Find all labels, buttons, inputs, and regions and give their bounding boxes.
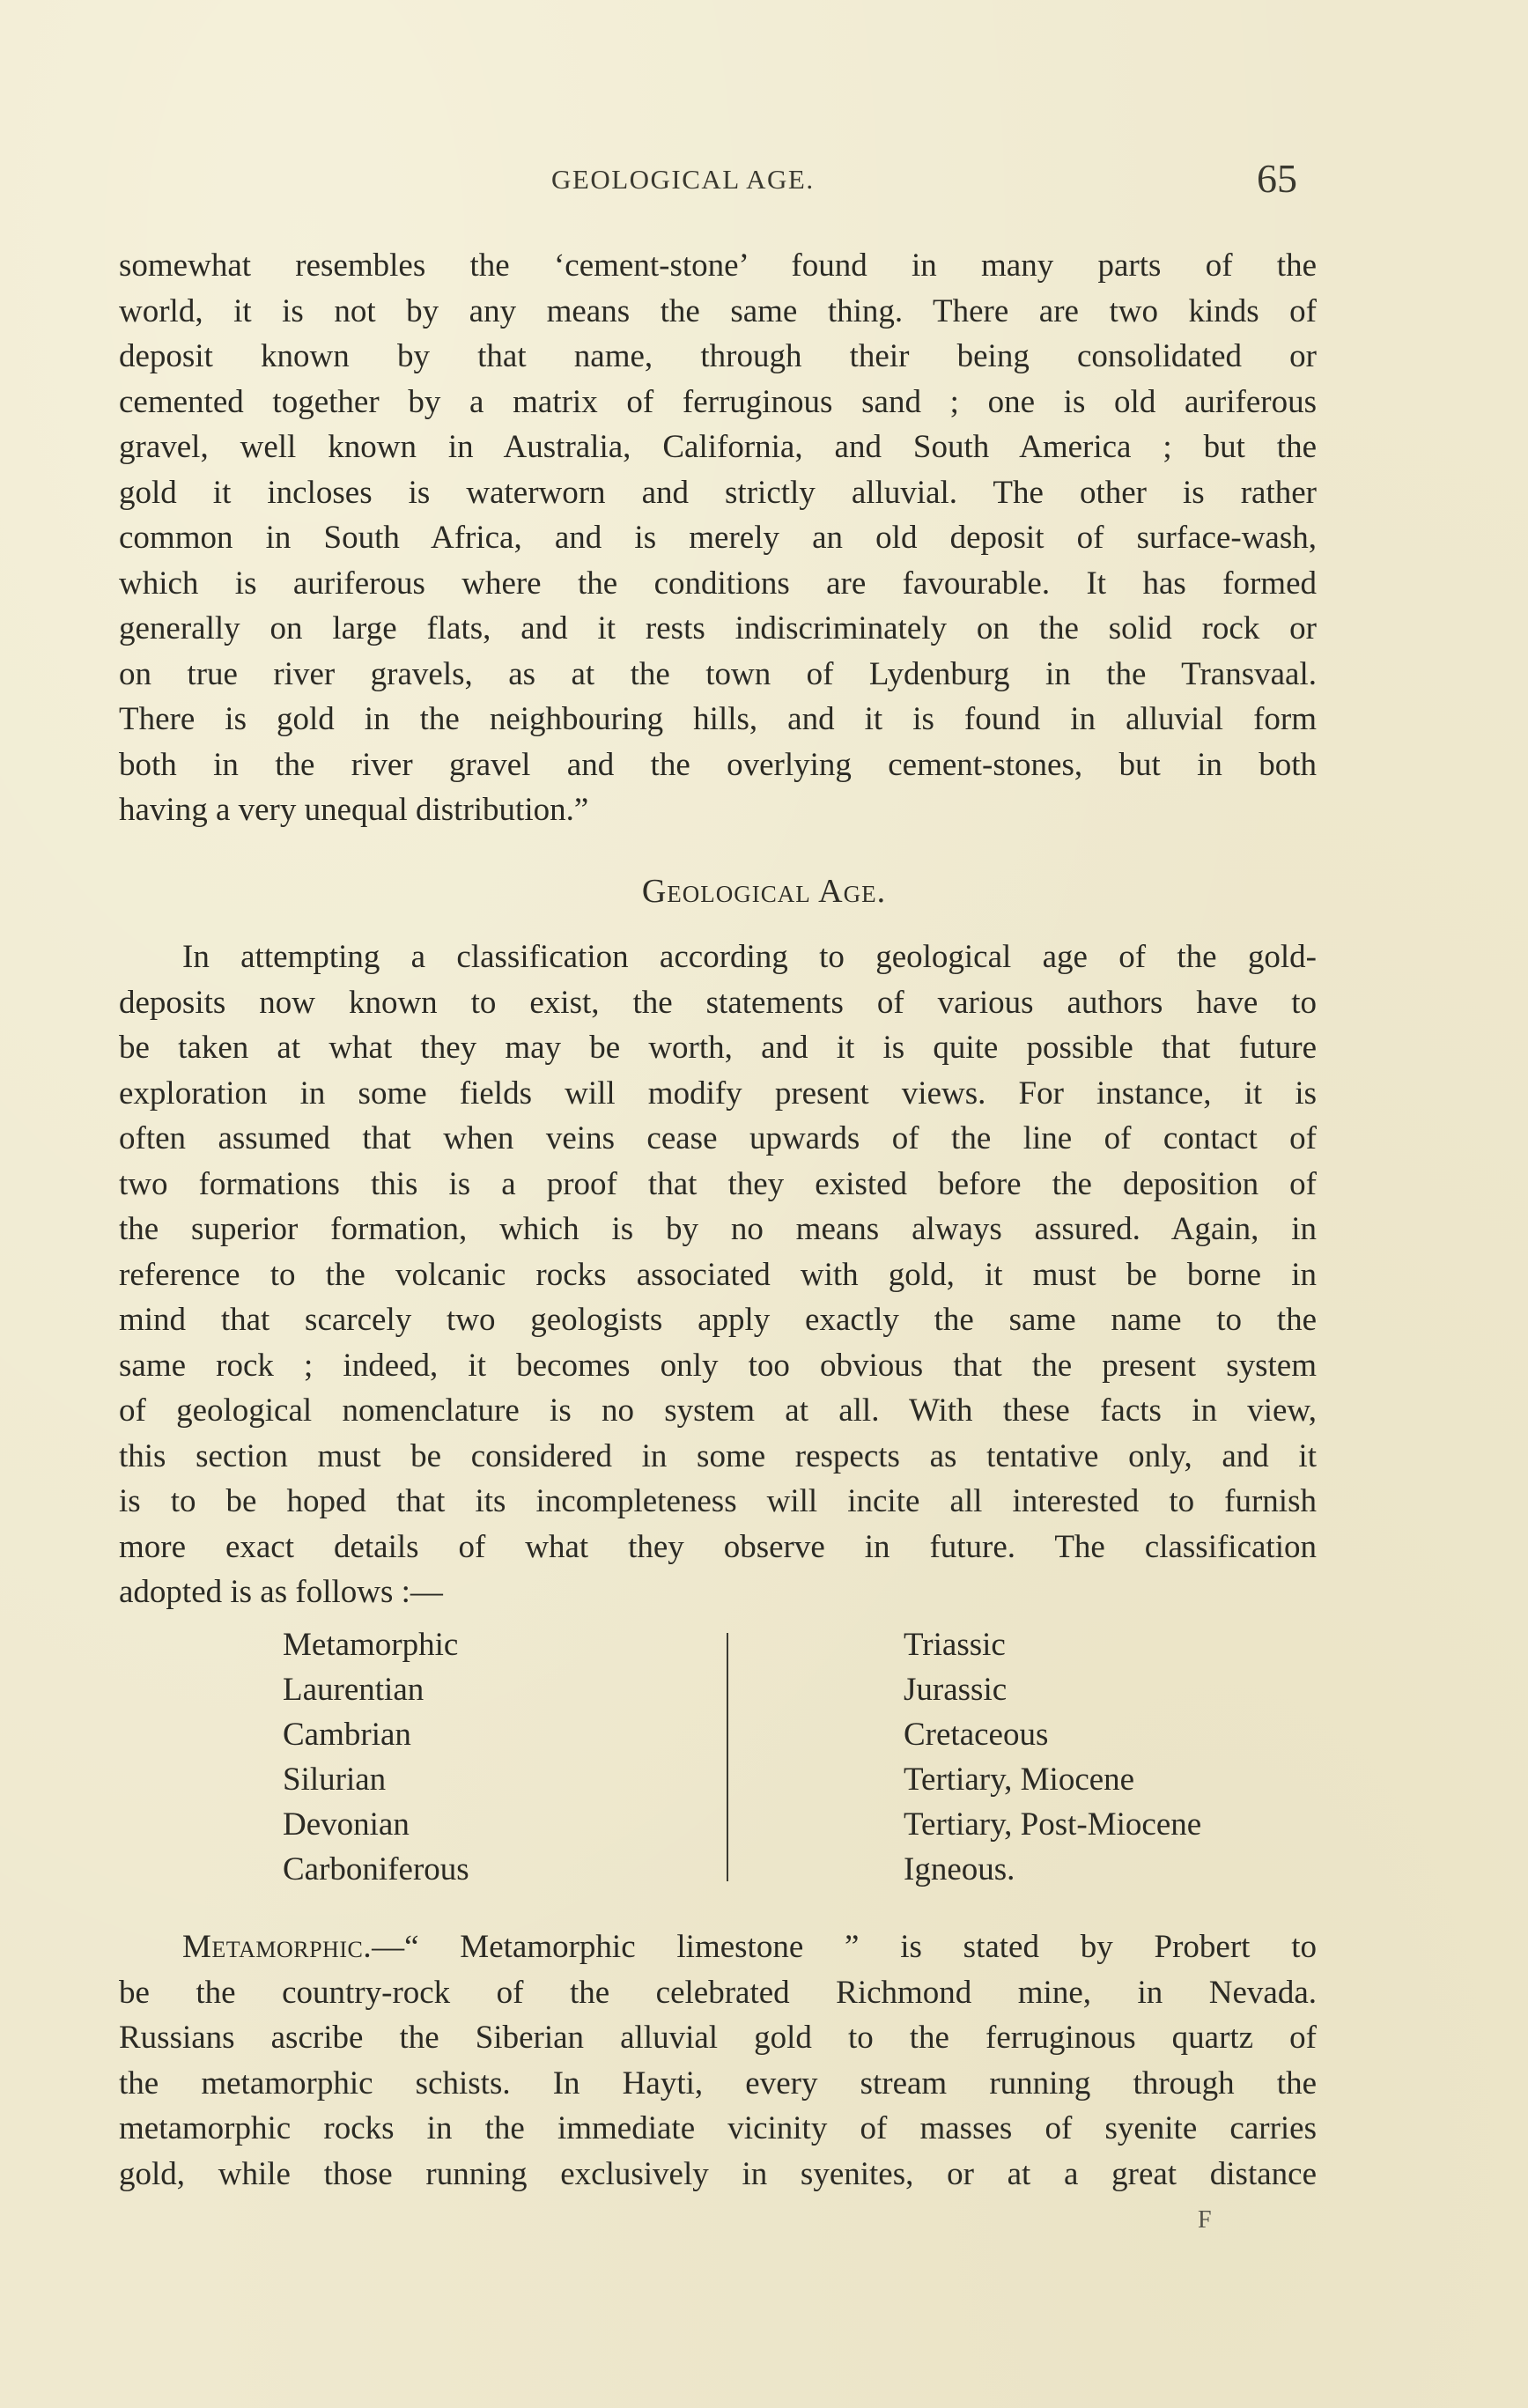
text-line: be the country-rock of the celebrated Richmond mine, in Nevada. [119,1974,1317,2011]
text-line: generally on large flats, and it rests indiscriminately on the solid rock or [119,610,1317,646]
classification-item: Metamorphic [283,1627,459,1663]
text-line: more exact details of what they observe in future. The classification [119,1528,1317,1565]
text-line [119,1924,1317,1970]
text-line: deposits now known to exist, the statements of various authors have to [119,984,1317,1021]
text-line: be taken at what they may be worth, and it is quite possible that future [119,1030,1317,1066]
signature-mark: F [1198,2206,1212,2234]
classification-item: Jurassic [904,1672,1008,1708]
paragraph-quotation-continuation [119,243,1317,833]
text-line: exploration in some fields will modify present views. For instance, it is [119,1075,1317,1112]
text-line: two formations this is a proof that they existed before the deposition of [119,1165,1317,1202]
text-line: common in South Africa, and is merely an old deposit of surface-wash, [119,520,1317,556]
text-line: which is auriferous where the conditions are favourable. It has formed [119,565,1317,602]
text-line: on true river gravels, as at the town of Lydenburg in the Transvaal. [119,655,1317,692]
running-head [0,156,1528,204]
classification-item: Tertiary, Miocene [904,1762,1135,1798]
text-line: In attempting a classification according to geological age of the gold- [182,939,1317,975]
text-line: gold, while those running exclusively in syenites, or at a great distance [119,2155,1317,2192]
text-line: somewhat resembles the ‘cement-stone’ found in many parts of the [119,247,1317,284]
classification-item: Silurian [283,1762,387,1798]
text-line: having a very unequal distribution.” [119,792,589,828]
text-line: There is gold in the neighbouring hills, and it is found in alluvial form [119,701,1317,737]
text-line: deposit known by that name, through their being consolidated or [119,338,1317,374]
paragraph-geological-age-intro [119,934,1317,1615]
text-line: both in the river gravel and the overlying cement-stones, but in both [119,746,1317,783]
text-run: —“ Metamorphic limestone ” is stated by Probert to [372,1929,1317,1965]
text-line: adopted is as follows :— [119,1574,443,1610]
text-line: Russians ascribe the Siberian alluvial gold to the ferruginous quartz of [119,2020,1317,2056]
text-line: metamorphic rocks in the immediate vicinity of masses of syenite carries [119,2110,1317,2146]
classification-item: Tertiary, Post-Miocene [904,1806,1202,1843]
text-line: mind that scarcely two geologists apply exactly the same name to the [119,1302,1317,1338]
text-line: reference to the volcanic rocks associated with gold, it must be borne in [119,1256,1317,1293]
text-line: the metamorphic schists. In Hayti, every stream running through the [119,2065,1317,2101]
text-line: this section must be considered in some respects as tentative only, and it [119,1437,1317,1474]
text-line: of geological nomenclature is no system at all. With these facts in view, [119,1392,1317,1429]
classification-right-column [904,1622,1201,1892]
classification-item: Cretaceous [904,1717,1049,1753]
text-line: cemented together by a matrix of ferruginous sand ; one is old auriferous [119,383,1317,420]
text-line: gravel, well known in Australia, California, and South America ; but the [119,429,1317,465]
paragraph-metamorphic [119,1924,1317,2197]
classification-list [0,1622,1528,1895]
text-line: same rock ; indeed, it becomes only too obvious that the present system [119,1347,1317,1384]
classification-item: Cambrian [283,1717,411,1753]
classification-item: Laurentian [283,1672,424,1708]
classification-left-column [283,1622,469,1892]
page-number: 65 [1257,156,1297,201]
text-line: the superior formation, which is by no means always assured. Again, in [119,1211,1317,1247]
classification-item: Carboniferous [283,1851,469,1887]
classification-item: Igneous. [904,1851,1015,1887]
text-line: world, it is not by any means the same thing. There are two kinds of [119,292,1317,329]
running-title: GEOLOGICAL AGE. [551,164,815,195]
column-divider [727,1633,728,1881]
text-line: is to be hoped that its incompleteness will incite all interested to furnish [119,1483,1317,1519]
text-line: gold it incloses is waterworn and strictly alluvial. The other is rather [119,474,1317,511]
classification-item: Devonian [283,1806,410,1843]
text-line: often assumed that when veins cease upwards of the line of contact of [119,1120,1317,1156]
classification-item: Triassic [904,1627,1006,1663]
run-in-heading: Metamorphic. [182,1929,373,1965]
section-heading: Geological Age. [641,873,887,910]
